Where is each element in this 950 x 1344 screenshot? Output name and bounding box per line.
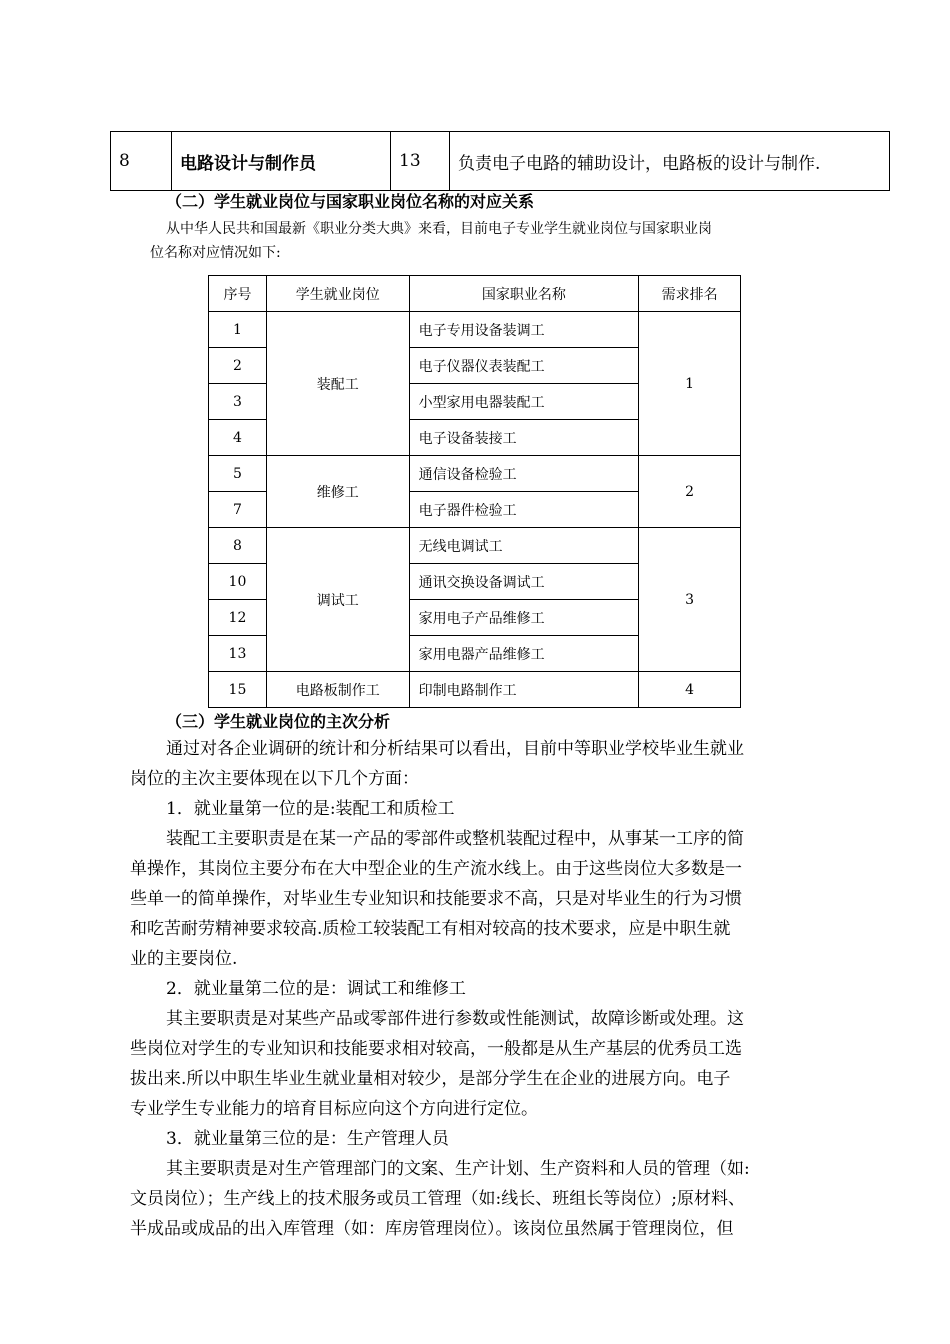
section2-intro-line2: 位名称对应情况如下: bbox=[150, 245, 281, 261]
national-job-title: 电子设备装接工 bbox=[409, 420, 639, 456]
national-job-title: 通讯交换设备调试工 bbox=[409, 564, 639, 600]
national-job-title: 电子专用设备装调工 bbox=[409, 312, 639, 348]
job-table-body bbox=[209, 312, 741, 708]
paragraph-line: 岗位的主次主要体现在以下几个方面： bbox=[130, 769, 419, 789]
row-number: 1 bbox=[209, 312, 267, 348]
student-post: 电路板制作工 bbox=[266, 672, 409, 708]
national-job-title: 通信设备检验工 bbox=[409, 456, 639, 492]
row-number: 7 bbox=[209, 492, 267, 528]
section2-intro-line1: 从中华人民共和国最新《职业分类大典》来看，目前电子专业学生就业岗位与国家职业岗 bbox=[166, 221, 712, 237]
national-job-title: 电子仪器仪表装配工 bbox=[409, 348, 639, 384]
student-post: 装配工 bbox=[266, 312, 409, 456]
paragraph-line: 装配工主要职责是在某一产品的零部件或整机装配过程中，从事某一工序的简 bbox=[166, 829, 744, 849]
row-number: 4 bbox=[209, 420, 267, 456]
paragraph-line: 文员岗位）；生产线上的技术服务或员工管理（如:线长、班组长等岗位）;原材料、 bbox=[130, 1189, 745, 1209]
paragraph-line: 2．就业量第二位的是：调试工和维修工 bbox=[166, 979, 466, 999]
national-job-title: 电子器件检验工 bbox=[409, 492, 639, 528]
demand-rank: 4 bbox=[639, 672, 741, 708]
paragraph-line: 专业学生专业能力的培育目标应向这个方向进行定位。 bbox=[130, 1099, 538, 1119]
section3-heading: （三）学生就业岗位的主次分析 bbox=[166, 712, 391, 731]
paragraph-line: 3．就业量第三位的是：生产管理人员 bbox=[166, 1129, 449, 1149]
table-row bbox=[209, 528, 741, 564]
paragraph-line: 些单一的简单操作，对毕业生专业知识和技能要求不高，只是对毕业生的行为习惯 bbox=[130, 889, 742, 909]
paragraph-line: 业的主要岗位. bbox=[130, 949, 238, 969]
national-job-title: 家用电器产品维修工 bbox=[409, 636, 639, 672]
national-job-title: 家用电子产品维修工 bbox=[409, 600, 639, 636]
demand-rank: 1 bbox=[639, 312, 741, 456]
demand-rank: 2 bbox=[639, 456, 741, 528]
position-count: 13 bbox=[391, 132, 450, 191]
paragraph-line: 单操作，其岗位主要分布在大中型企业的生产流水线上。由于这些岗位大多数是一 bbox=[130, 859, 742, 879]
paragraph-line: 拔出来.所以中职生毕业生就业量相对较少，是部分学生在企业的进展方向。电子 bbox=[130, 1069, 731, 1089]
student-post: 维修工 bbox=[266, 456, 409, 528]
row-number: 8 bbox=[111, 132, 172, 191]
national-job-title: 印制电路制作工 bbox=[409, 672, 639, 708]
header-no: 序号 bbox=[209, 276, 267, 312]
top-table bbox=[110, 131, 890, 191]
row-number: 12 bbox=[209, 600, 267, 636]
position-description: 负责电子电路的辅助设计，电路板的设计与制作. bbox=[450, 132, 890, 191]
paragraph-line: 1．就业量第一位的是:装配工和质检工 bbox=[166, 799, 455, 819]
row-number: 13 bbox=[209, 636, 267, 672]
position-name: 电路设计与制作员 bbox=[172, 132, 391, 191]
job-mapping-table bbox=[208, 275, 741, 708]
paragraph-line: 半成品或成品的出入库管理（如：库房管理岗位）。该岗位虽然属于管理岗位，但 bbox=[130, 1219, 734, 1239]
paragraph-line: 其主要职责是对某些产品或零部件进行参数或性能测试，故障诊断或处理。这 bbox=[166, 1009, 744, 1029]
paragraph-line: 通过对各企业调研的统计和分析结果可以看出，目前中等职业学校毕业生就业 bbox=[166, 739, 744, 759]
row-number: 8 bbox=[209, 528, 267, 564]
table-row bbox=[209, 312, 741, 348]
row-number: 2 bbox=[209, 348, 267, 384]
table-header-row bbox=[209, 276, 741, 312]
national-job-title: 小型家用电器装配工 bbox=[409, 384, 639, 420]
section2-heading: （二）学生就业岗位与国家职业岗位名称的对应关系 bbox=[166, 192, 535, 211]
row-number: 10 bbox=[209, 564, 267, 600]
paragraph-line: 些岗位对学生的专业知识和技能要求相对较高，一般都是从生产基层的优秀员工选 bbox=[130, 1039, 742, 1059]
section3-body bbox=[130, 734, 830, 1244]
paragraph-line: 其主要职责是对生产管理部门的文案、生产计划、生产资料和人员的管理（如: bbox=[166, 1159, 750, 1179]
table-row bbox=[209, 456, 741, 492]
row-number: 5 bbox=[209, 456, 267, 492]
header-demand-rank: 需求排名 bbox=[639, 276, 741, 312]
paragraph-line: 和吃苦耐劳精神要求较高.质检工较装配工有相对较高的技术要求，应是中职生就 bbox=[130, 919, 731, 939]
row-number: 3 bbox=[209, 384, 267, 420]
national-job-title: 无线电调试工 bbox=[409, 528, 639, 564]
header-national-title: 国家职业名称 bbox=[409, 276, 639, 312]
student-post: 调试工 bbox=[266, 528, 409, 672]
header-student-post: 学生就业岗位 bbox=[266, 276, 409, 312]
row-number: 15 bbox=[209, 672, 267, 708]
table-row bbox=[209, 672, 741, 708]
table-row bbox=[111, 132, 890, 191]
demand-rank: 3 bbox=[639, 528, 741, 672]
